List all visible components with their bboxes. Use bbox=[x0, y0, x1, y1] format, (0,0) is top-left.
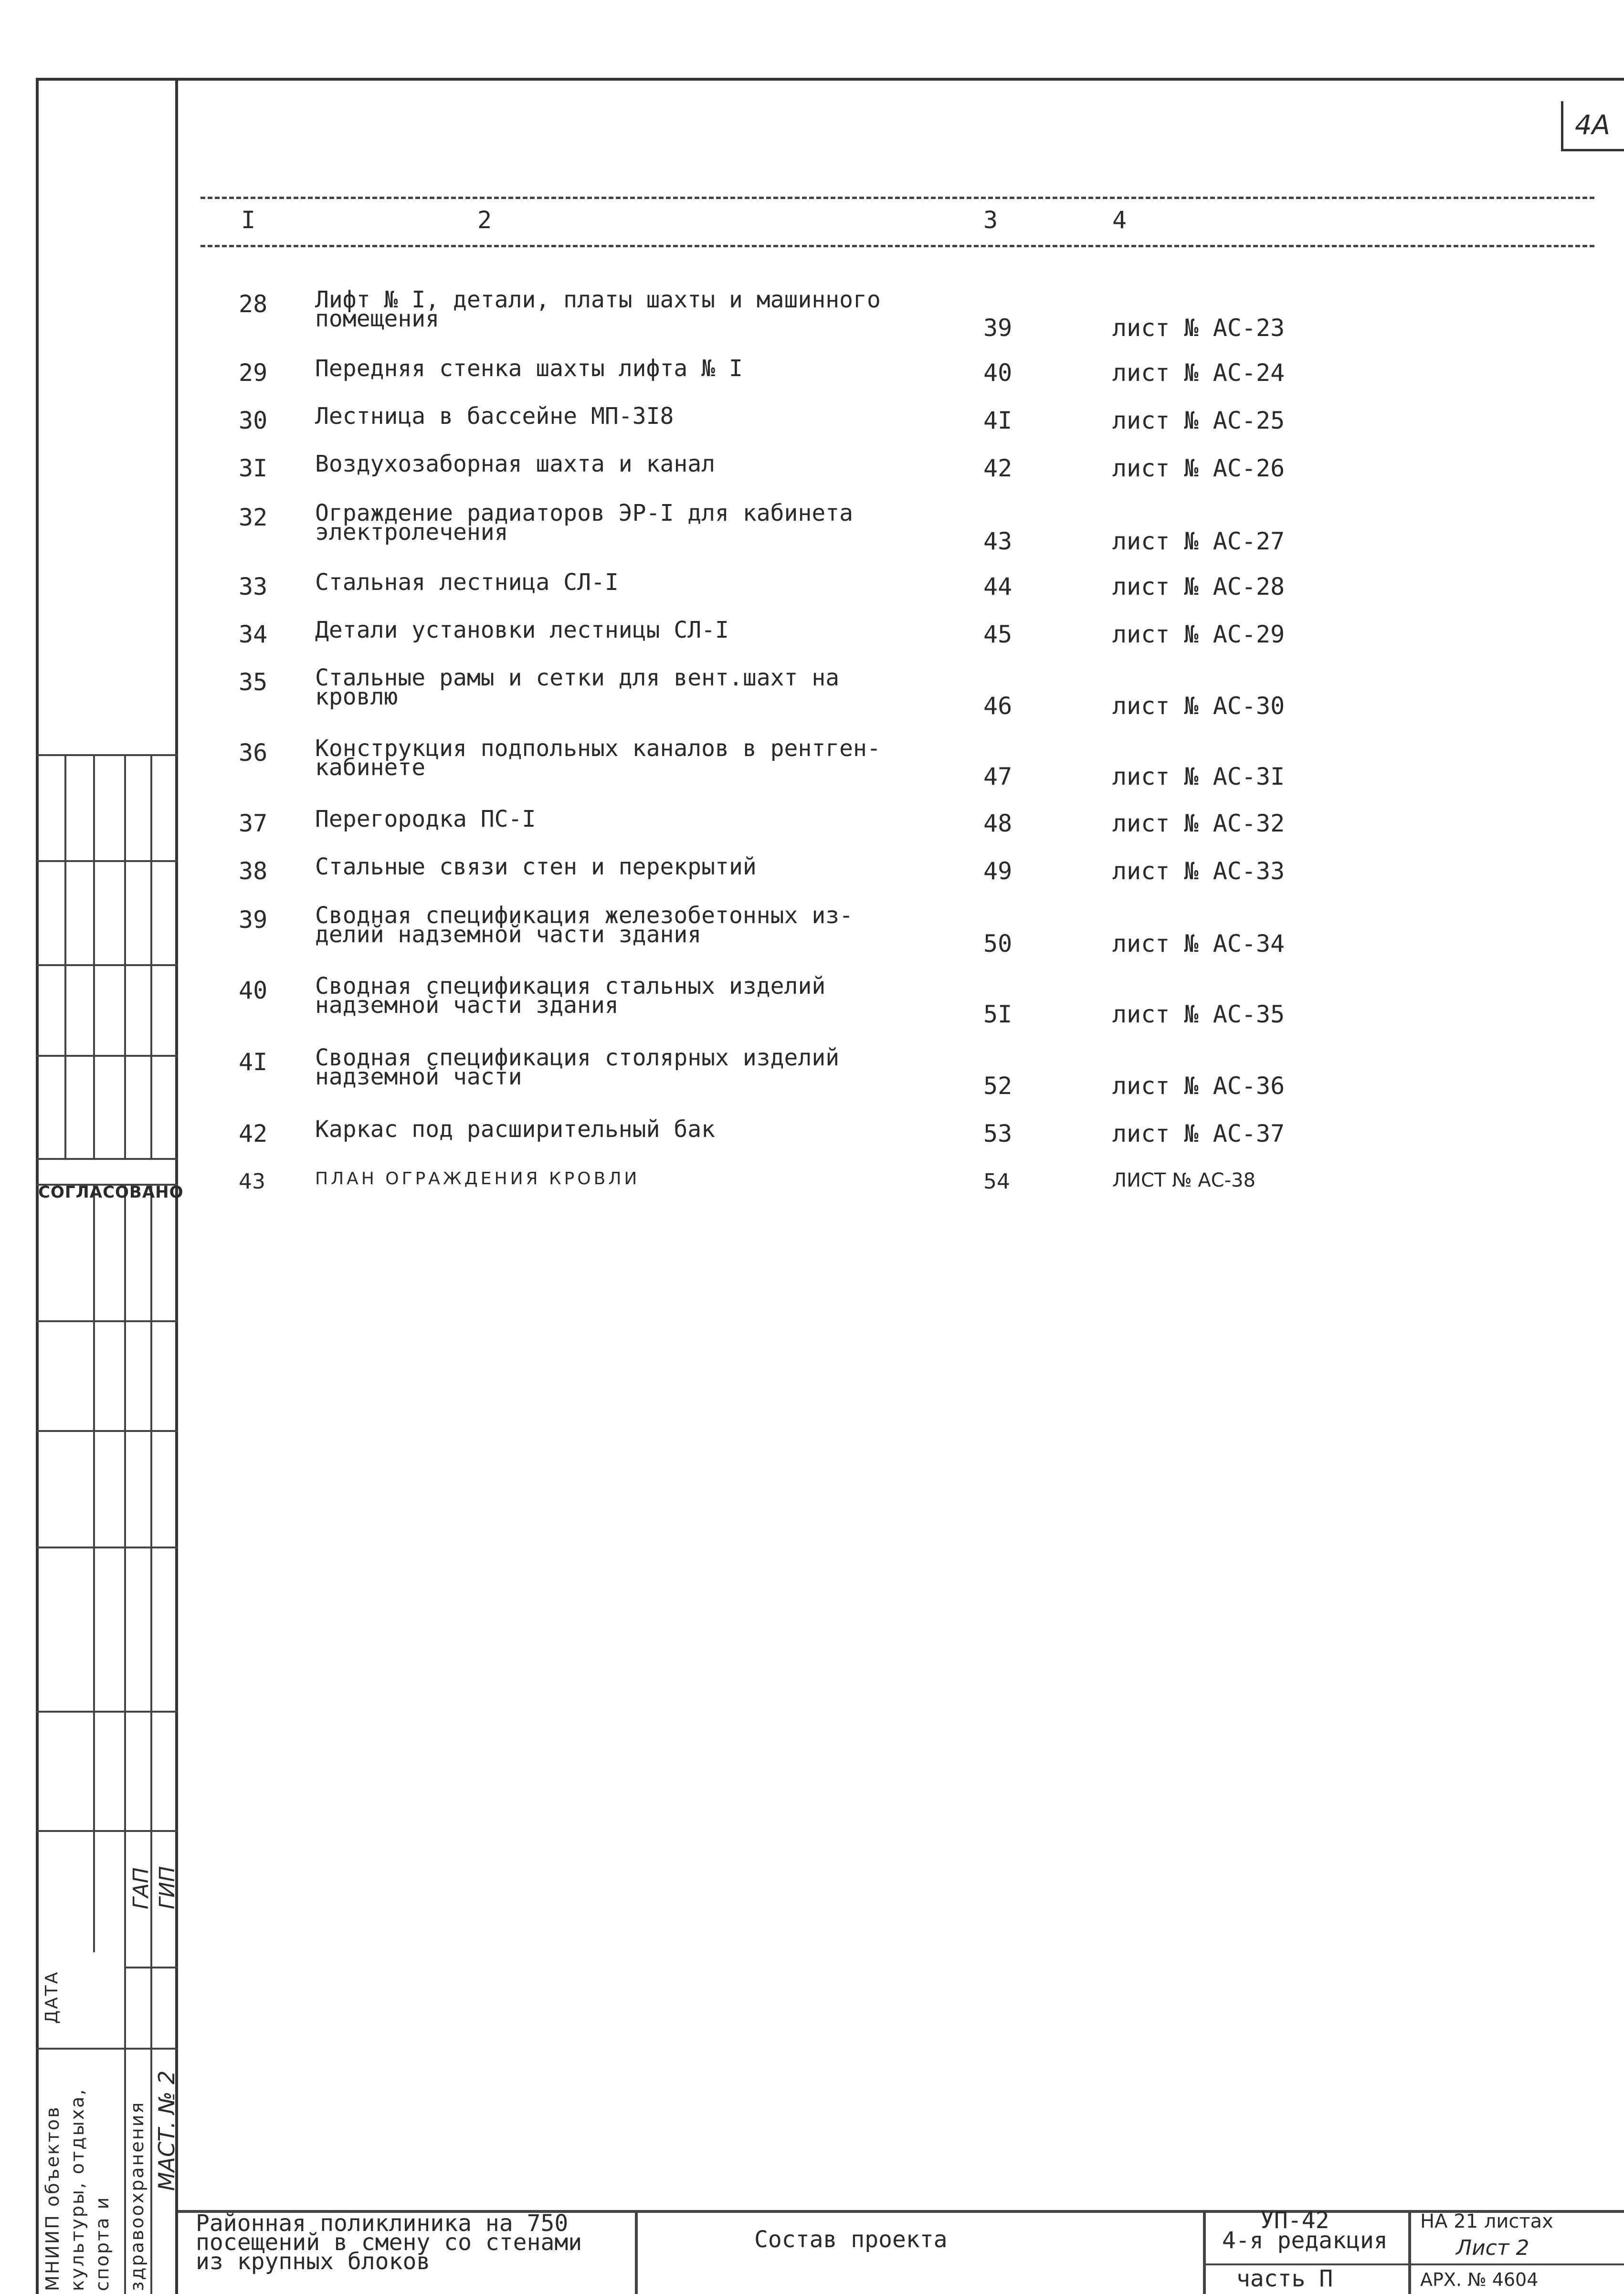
binding-grid-line bbox=[36, 1547, 178, 1548]
item-sheet: лист № АС-30 bbox=[1112, 692, 1285, 720]
item-page: 45 bbox=[983, 621, 1012, 648]
item-description: Каркас под расширительный бак bbox=[315, 1116, 716, 1143]
item-page: 48 bbox=[983, 810, 1012, 837]
item-sheet: лист № АС-3I bbox=[1112, 763, 1285, 790]
item-sheet: лист № АС-36 bbox=[1112, 1072, 1285, 1100]
item-sheet: ЛИСТ № АС-38 bbox=[1112, 1169, 1256, 1191]
item-description: Лифт № I, детали, платы шахты и машинного помещения bbox=[315, 286, 881, 332]
org-line-4: здравоохранения bbox=[127, 2101, 148, 2291]
item-description: Ограждение радиаторов ЭР-I для кабинета электролечения bbox=[315, 500, 854, 546]
archive-number: АРХ. № 4604 bbox=[1420, 2269, 1539, 2290]
item-sheet: лист № АС-27 bbox=[1112, 527, 1285, 555]
binding-grid-line bbox=[150, 754, 152, 1158]
item-sheet: лист № АС-32 bbox=[1112, 810, 1285, 837]
gap-label: ГАП bbox=[129, 1867, 153, 1909]
item-number: 37 bbox=[239, 810, 268, 837]
item-page: 44 bbox=[983, 573, 1012, 600]
item-description: Перегородка ПС-I bbox=[315, 806, 536, 832]
total-sheets: НА 21 листах bbox=[1420, 2210, 1553, 2232]
title-block-divider bbox=[1203, 2210, 1206, 2294]
item-number: 28 bbox=[239, 290, 268, 318]
title-block-divider bbox=[635, 2210, 638, 2294]
item-sheet: лист № АС-37 bbox=[1112, 1120, 1285, 1147]
date-label: ДАТА bbox=[42, 1970, 62, 2024]
item-page: 43 bbox=[983, 527, 1012, 555]
org-line-2: культуры, отдыха, bbox=[67, 2088, 88, 2291]
item-number: 29 bbox=[239, 359, 268, 387]
item-number: 39 bbox=[239, 906, 268, 934]
item-description: Сводная спецификация железобетонных из- делий надземной части здания bbox=[315, 902, 854, 948]
sheet-mark-box bbox=[1561, 101, 1624, 151]
binding-grid-line bbox=[36, 1711, 178, 1713]
item-page: 47 bbox=[983, 763, 1012, 790]
org-line-3: спорта и bbox=[92, 2196, 113, 2291]
item-number: 3I bbox=[239, 454, 268, 482]
item-page: 54 bbox=[983, 1169, 1010, 1194]
binding-grid-line bbox=[36, 1430, 178, 1432]
binding-grid-line bbox=[36, 1055, 178, 1057]
item-description: ПЛАН ОГРАЖДЕНИЯ КРОВЛИ bbox=[315, 1169, 640, 1189]
item-page: 49 bbox=[983, 857, 1012, 885]
item-page: 5I bbox=[983, 1000, 1012, 1028]
binding-grid-line bbox=[64, 754, 66, 1158]
item-sheet: лист № АС-26 bbox=[1112, 454, 1285, 482]
edition: 4-я редакция bbox=[1222, 2227, 1388, 2254]
item-description: Стальные связи стен и перекрытий bbox=[315, 853, 757, 880]
approved-label: СОГЛАСОВАНО bbox=[38, 1183, 184, 1202]
item-page: 46 bbox=[983, 692, 1012, 720]
sheet-number: Лист 2 bbox=[1456, 2236, 1529, 2260]
binding-grid-line bbox=[36, 2048, 178, 2050]
binding-grid-line bbox=[36, 1158, 178, 1160]
binding-grid-line bbox=[124, 1184, 126, 2294]
item-number: 4I bbox=[239, 1048, 268, 1076]
item-description: Передняя стенка шахты лифта № I bbox=[315, 355, 743, 382]
binding-grid-line bbox=[36, 860, 178, 862]
binding-grid-line bbox=[93, 754, 95, 1158]
item-page: 40 bbox=[983, 359, 1012, 387]
project-part: часть П bbox=[1236, 2265, 1333, 2292]
item-page: 53 bbox=[983, 1120, 1012, 1147]
item-description: Сводная спецификация столярных изделий надземной части bbox=[315, 1044, 840, 1090]
org-line-1: МНИИП объектов bbox=[42, 2105, 63, 2291]
item-number: 43 bbox=[239, 1169, 265, 1194]
binding-grid-line bbox=[36, 1830, 178, 1832]
binding-grid-line bbox=[36, 754, 178, 756]
item-number: 40 bbox=[239, 977, 268, 1004]
item-number: 32 bbox=[239, 504, 268, 531]
item-description: Стальные рамы и сетки для вент.шахт на кровлю bbox=[315, 664, 840, 710]
item-page: 39 bbox=[983, 314, 1012, 342]
item-number: 42 bbox=[239, 1120, 268, 1147]
item-sheet: лист № АС-28 bbox=[1112, 573, 1285, 600]
title-block-divider bbox=[1408, 2210, 1411, 2294]
binding-grid-line bbox=[36, 1320, 178, 1322]
item-page: 50 bbox=[983, 930, 1012, 958]
gip-label: ГИП bbox=[155, 1866, 179, 1909]
binding-grid-line bbox=[93, 1184, 95, 1952]
item-number: 30 bbox=[239, 407, 268, 434]
item-number: 38 bbox=[239, 857, 268, 885]
item-number: 34 bbox=[239, 621, 268, 648]
column-2-header: 2 bbox=[477, 206, 492, 234]
mast-label: МАСТ. № 2 bbox=[154, 2070, 179, 2191]
item-sheet: лист № АС-35 bbox=[1112, 1000, 1285, 1028]
column-3-header: 3 bbox=[983, 206, 998, 234]
item-page: 52 bbox=[983, 1072, 1012, 1100]
item-description: Стальная лестница СЛ-I bbox=[315, 569, 619, 596]
item-sheet: лист № АС-29 bbox=[1112, 621, 1285, 648]
project-code: УП-42 bbox=[1260, 2207, 1329, 2234]
object-name: Районная поликлиника на 750 посещений в смену со стенами из крупных блоков bbox=[196, 2210, 582, 2275]
item-number: 33 bbox=[239, 573, 268, 600]
document-name: Состав проекта bbox=[754, 2226, 948, 2253]
item-description: Лестница в бассейне МП-3I8 bbox=[315, 403, 674, 430]
item-sheet: лист № АС-33 bbox=[1112, 857, 1285, 885]
column-4-header: 4 bbox=[1112, 206, 1127, 234]
sheet-mark: 4А bbox=[1575, 110, 1610, 141]
column-1-header: I bbox=[241, 206, 256, 234]
item-description: Сводная спецификация стальных изделий надземной части здания bbox=[315, 973, 826, 1019]
item-sheet: лист № АС-34 bbox=[1112, 930, 1285, 958]
item-description: Детали установки лестницы СЛ-I bbox=[315, 617, 729, 643]
item-sheet: лист № АС-24 bbox=[1112, 359, 1285, 387]
item-description: Воздухозаборная шахта и канал bbox=[315, 451, 716, 477]
item-number: 36 bbox=[239, 739, 268, 767]
item-number: 35 bbox=[239, 668, 268, 696]
item-sheet: лист № АС-25 bbox=[1112, 407, 1285, 434]
item-page: 42 bbox=[983, 454, 1012, 482]
header-line-bottom bbox=[200, 245, 1594, 247]
item-sheet: лист № АС-23 bbox=[1112, 314, 1285, 342]
binding-grid-line bbox=[150, 1184, 152, 2294]
item-page: 4I bbox=[983, 407, 1012, 434]
binding-grid-line bbox=[36, 964, 178, 966]
header-line-top bbox=[200, 197, 1594, 199]
binding-grid-line bbox=[124, 754, 126, 1158]
item-description: Конструкция подпольных каналов в рентген- кабинете bbox=[315, 735, 881, 781]
